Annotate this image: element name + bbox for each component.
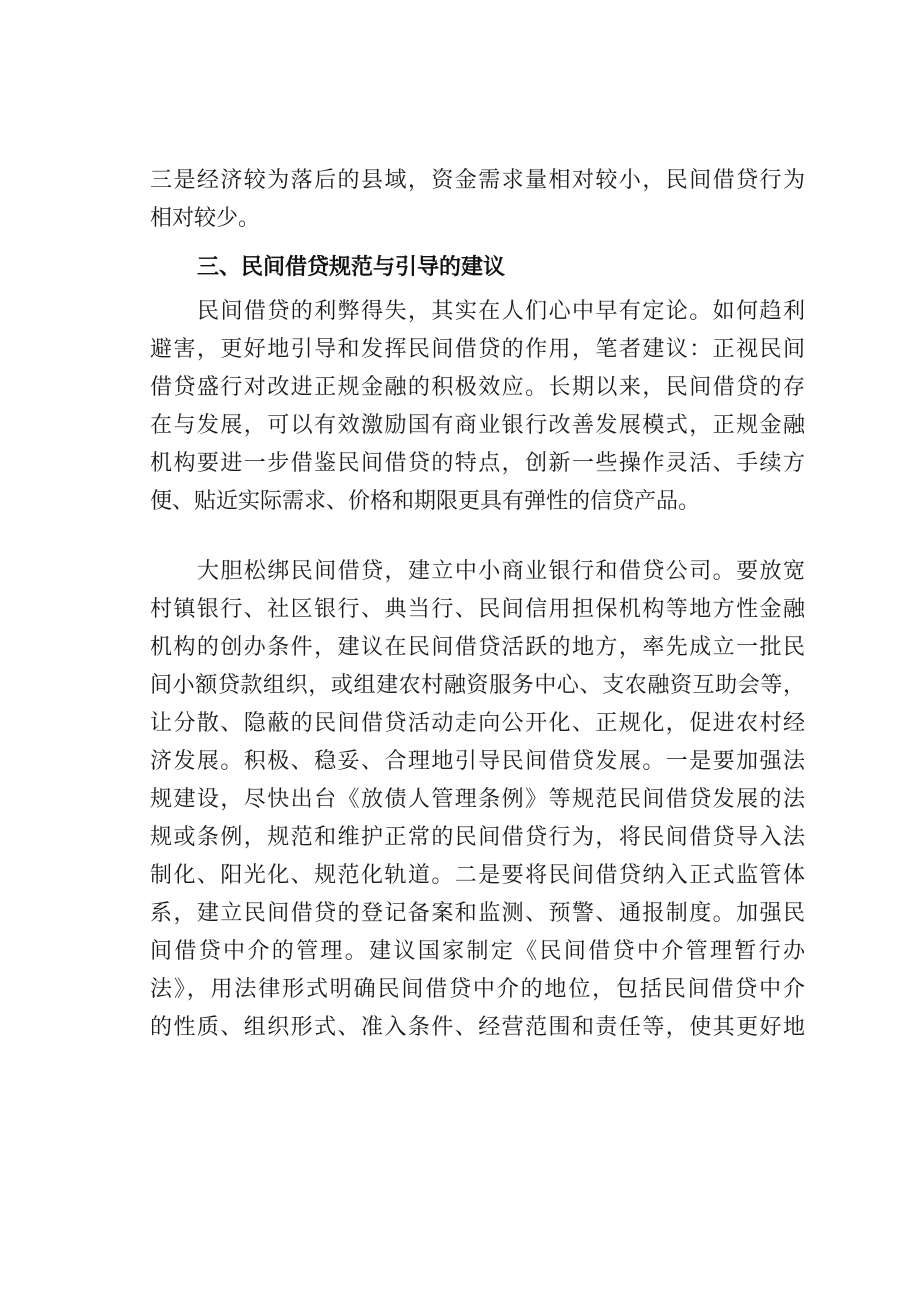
paragraph-line: 系，建立民间借贷的登记备案和监测、预警、通报制度。加强民: [150, 901, 805, 926]
paragraph-1: [150, 293, 805, 521]
paragraph-line: 三是经济较为落后的县域，资金需求量相对较小，民间借贷行为: [150, 168, 805, 193]
paragraph-line: 大胆松绑民间借贷，建立中小商业银行和借贷公司。要放宽: [197, 559, 805, 584]
paragraph-line: 让分散、隐蔽的民间借贷活动走向公开化、正规化，促进农村经: [150, 711, 805, 736]
paragraph-line: 便、贴近实际需求、价格和期限更具有弹性的信贷产品。: [150, 489, 701, 514]
paragraph-line: 民间借贷的利弊得失，其实在人们心中早有定论。如何趋利: [197, 299, 805, 324]
paragraph-line: 在与发展，可以有效激励国有商业银行改善发展模式，正规金融: [150, 413, 805, 438]
paragraph-line: 机构的创办条件，建议在民间借贷活跃的地方，率先成立一批民: [150, 635, 805, 660]
paragraph-2: [150, 553, 805, 1047]
paragraph-line: 规或条例，规范和维护正常的民间借贷行为，将民间借贷导入法: [150, 825, 805, 850]
paragraph-line: 避害，更好地引导和发挥民间借贷的作用，笔者建议：正视民间: [150, 337, 805, 362]
intro-paragraph: [150, 162, 805, 238]
paragraph-line: 间借贷中介的管理。建议国家制定《民间借贷中介管理暂行办: [150, 939, 805, 964]
section-heading: 三、民间借贷规范与引导的建议: [197, 255, 506, 280]
paragraph-line: 规建设，尽快出台《放债人管理条例》等规范民间借贷发展的法: [150, 787, 805, 812]
paragraph-line: 借贷盛行对改进正规金融的积极效应。长期以来，民间借贷的存: [150, 375, 805, 400]
paragraph-line: 法》，用法律形式明确民间借贷中介的地位，包括民间借贷中介: [150, 977, 805, 1002]
paragraph-line: 济发展。积极、稳妥、合理地引导民间借贷发展。一是要加强法: [150, 749, 805, 774]
paragraph-line: 机构要进一步借鉴民间借贷的特点，创新一些操作灵活、手续方: [150, 451, 805, 476]
paragraph-line: 村镇银行、社区银行、典当行、民间信用担保机构等地方性金融: [150, 597, 805, 622]
paragraph-line: 间小额贷款组织，或组建农村融资服务中心、支农融资互助会等，: [150, 673, 805, 698]
paragraph-line: 的性质、组织形式、准入条件、经营范围和责任等，使其更好地: [150, 1015, 805, 1040]
paragraph-line: 相对较少。: [150, 206, 261, 231]
paragraph-line: 制化、阳光化、规范化轨道。二是要将民间借贷纳入正式监管体: [150, 863, 805, 888]
